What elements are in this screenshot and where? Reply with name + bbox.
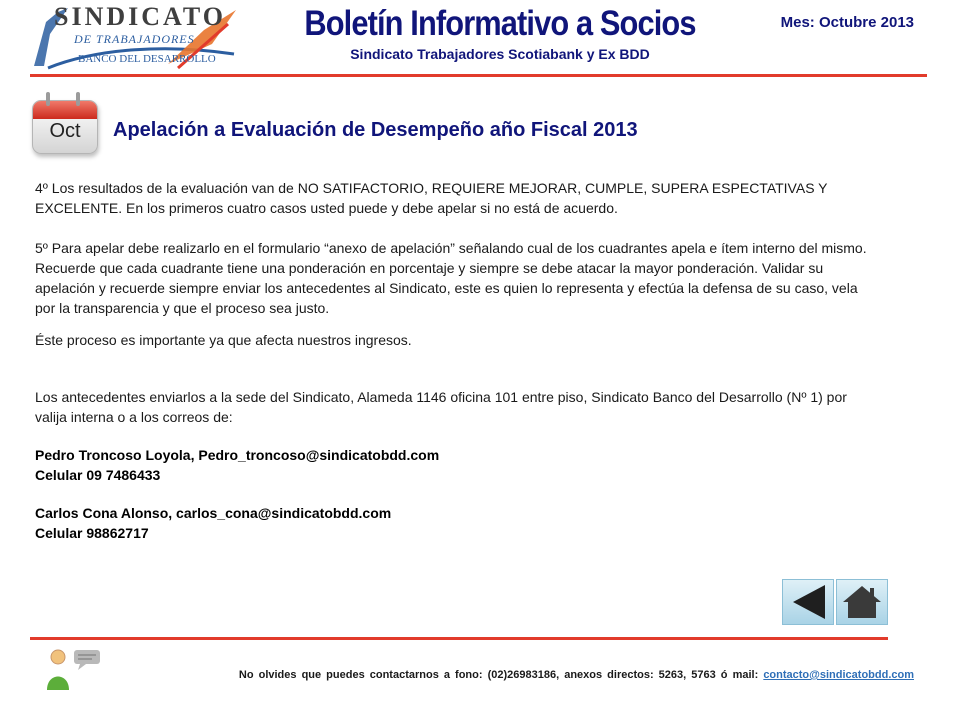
logo-line-1: SINDICATO [54, 2, 226, 31]
back-arrow-icon [783, 580, 833, 624]
footer-contact-line [239, 669, 914, 681]
logo-line-3: BANCO DEL DESARROLLO [78, 53, 216, 65]
footer-text: No olvides que puedes contactarnos a fono: (02)26983186, anexos directos: 5263, 5763 ó mail: [238, 669, 759, 681]
paragraph-point-5: 5º Para apelar debe realizarlo en el formulario “anexo de apelación” señalando cual de los cuadrantes apela e ítem interno del mismo. Recuerde que cada cuadrante tiene una ponderación en porcentaje y siempre se debe atacar la mayor ponderación. Validar su apelación y recuerde siempre enviar los antecedentes al Sindicato, este es quien lo representa y efectúa la defensa de su caso, vela por la transparencia y que el proceso sea justo. [35, 240, 867, 316]
contact-1-phone: Celular 09 7486433 [35, 467, 161, 483]
contact-email-link[interactable]: contacto@sindicatobdd.com [763, 669, 914, 681]
bulletin-subtitle: Sindicato Trabajadores Scotiabank y Ex BDD [350, 46, 650, 62]
home-button[interactable] [836, 579, 888, 625]
footer-divider [30, 637, 888, 640]
section-title: Apelación a Evaluación de Desempeño año Fiscal 2013 [113, 119, 638, 141]
calendar-icon [28, 92, 100, 156]
contact-2-phone: Celular 98862717 [35, 525, 149, 541]
back-button[interactable] [782, 579, 834, 625]
header-divider [30, 74, 927, 77]
contact-people-icon [44, 648, 104, 692]
paragraph-point-4: 4º Los resultados de la evaluación van de NO SATIFACTORIO, REQUIERE MEJORAR, CUMPLE, SUPERA ESPECTATIVAS Y EXCELENTE. En los primeros cuatro casos usted puede y debe apelar si no está de acuerdo. [35, 180, 828, 216]
bulletin-title: Boletín Informativo a Socios [304, 4, 696, 43]
home-icon [837, 580, 887, 624]
logo-line-2: DE TRABAJADORES [74, 32, 195, 46]
calendar-month-label: Oct [49, 120, 81, 142]
contact-2-name: Carlos Cona Alonso, carlos_cona@sindicatobdd.com [35, 505, 392, 521]
contact-1-name: Pedro Troncoso Loyola, Pedro_troncoso@sindicatobdd.com [35, 447, 440, 463]
paragraph-submission: Los antecedentes enviarlos a la sede del Sindicato, Alameda 1146 oficina 101 entre piso, Sindicato Banco del Desarrollo (Nº 1) por valija interna o a los correos de: [35, 389, 847, 425]
paragraph-importance: Éste proceso es importante ya que afecta nuestros ingresos. [35, 332, 412, 348]
union-logo [28, 4, 240, 74]
month-label: Mes: Octubre 2013 [780, 14, 914, 31]
